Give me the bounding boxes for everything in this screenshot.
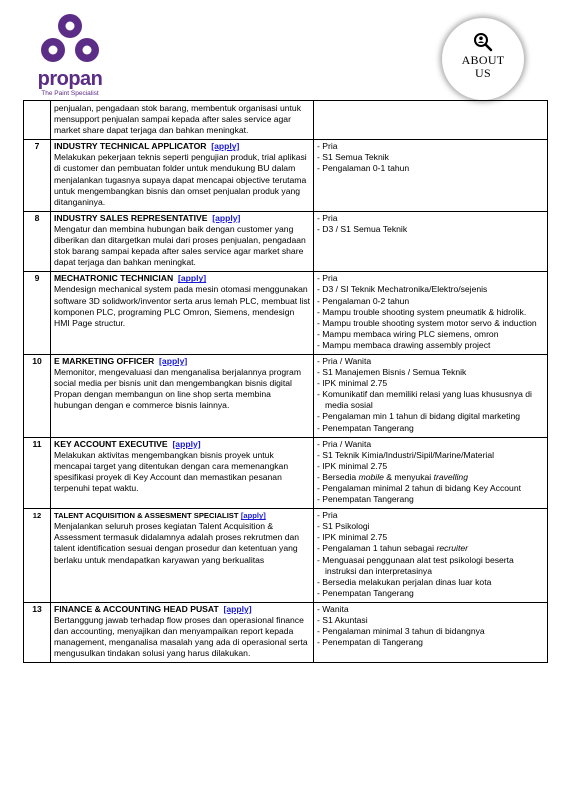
table-row [24, 140, 548, 212]
requirement-item: - D3 / SI Teknik Mechatronika/Elektro/sejenis [317, 284, 544, 295]
logo-tagline: The Paint Specialist [41, 90, 99, 97]
requirement-item: - Penempatan Tangerang [317, 588, 544, 599]
requirement-item: - IPK minimal 2.75 [317, 378, 544, 389]
job-description-text: Mendesign mechanical system pada mesin otomasi menggunakan software 3D solidwork/inventor serta arus lemah PLC, membuat list komponen PLC, programing PLC Omron, Siemens, mendesign HMI Page structur. [54, 284, 311, 328]
table-row [24, 602, 548, 662]
table-row [24, 101, 548, 140]
job-description-text: Menjalankan seluruh proses kegiatan Talent Acquisition & Assessment termasuk didalamnya adalah proses rekrutmen dan talent identification sesuai dengan prosedur dan ketentuan yang berlaku untuk mendapatkan karyawan yang berkualitas [54, 521, 300, 565]
requirement-item: - Pengalaman 0-2 tahun [317, 296, 544, 307]
requirement-item: - Pria / Wanita [317, 356, 544, 367]
job-table [23, 100, 548, 663]
job-requirements [314, 272, 548, 355]
requirement-item: - Bersedia mobile & menyukai travelling [317, 472, 544, 483]
job-number: 12 [24, 509, 51, 603]
job-description-text: Melakukan aktivitas mengembangkan bisnis proyek untuk mencapai target yang ditentukan dengan cara memenangkan spesifikasi proyek di Key Account dan memastikan pesanan terpenuhi tepat waktu. [54, 449, 289, 493]
apply-link[interactable]: [apply] [172, 438, 201, 449]
requirement-item: - Pria / Wanita [317, 439, 544, 450]
job-title: FINANCE & ACCOUNTING HEAD PUSAT [54, 603, 219, 614]
job-number: 8 [24, 211, 51, 271]
requirement-item: - S1 Psikologi [317, 521, 544, 532]
table-row [24, 211, 548, 271]
job-number [24, 101, 51, 140]
job-description [51, 602, 314, 662]
magnifier-person-icon [473, 32, 493, 52]
job-description [51, 272, 314, 355]
job-description [51, 211, 314, 271]
requirement-item: - Pria [317, 510, 544, 521]
requirement-item: - Mampu membaca wiring PLC siemens, omron [317, 329, 544, 340]
job-description-text: Bertanggung jawab terhadap flow proses dan operasional finance dan accounting, menyajikan dan menyampaikan report kepada management, menganalisa masalah yang ada di operasional serta mengusulkan tindakan solusi yang harus dilakukan. [54, 615, 308, 659]
table-row [24, 354, 548, 437]
requirement-item: - Komunikatif dan memiliki relasi yang luas khususnya di media sosial [317, 389, 544, 411]
job-requirements [314, 354, 548, 437]
requirement-item: - IPK minimal 2.75 [317, 461, 544, 472]
job-description [51, 437, 314, 509]
job-number: 7 [24, 140, 51, 212]
apply-link[interactable]: [apply] [159, 355, 188, 366]
about-us-label: ABOUT US [461, 53, 505, 80]
job-description-text: Melakukan pekerjaan teknis seperti pengujian produk, trial aplikasi di customer dan pembuatan folder untuk mendukung BU dalam menjalankan tugasnya supaya dapat mencapai objective terutama untuk mengembangkan bisnis dan omset penjualan produk yang ditanganinya. [54, 152, 307, 207]
requirement-item: - Pria [317, 273, 544, 284]
requirement-item: - Pengalaman 1 tahun sebagai recruiter [317, 543, 544, 554]
job-title: MECHATRONIC TECHNICIAN [54, 273, 174, 284]
apply-link[interactable]: [apply] [177, 273, 207, 284]
requirement-item: - Bersedia melakukan perjalan dinas luar kota [317, 577, 544, 588]
requirement-item: - S1 Teknik Kimia/Industri/Sipil/Marine/Material [317, 450, 544, 461]
logo-wordmark: propan [37, 68, 103, 90]
requirement-item: - Pengalaman minimal 2 tahun di bidang Key Account [317, 483, 544, 494]
job-title: TALENT ACQUISITION & ASSESMENT SPECIALIST [54, 511, 239, 521]
table-row [24, 437, 548, 509]
job-requirements [314, 140, 548, 212]
job-description [51, 354, 314, 437]
requirement-item: - IPK minimal 2.75 [317, 532, 544, 543]
job-requirements [314, 101, 548, 140]
job-number: 13 [24, 602, 51, 662]
table-row [24, 272, 548, 355]
requirement-item: - Wanita [317, 604, 544, 615]
job-description-text: penjualan, pengadaan stok barang, membentuk organisasi untuk mensupport penjualan sampai kepada after sales service agar market share dapat terjaga dan bahkan meningkat. [54, 103, 302, 136]
apply-link[interactable]: [apply] [223, 603, 252, 614]
requirement-item: - Mampu trouble shooting system motor servo & induction [317, 318, 544, 329]
job-title: INDUSTRY SALES REPRESENTATIVE [54, 212, 208, 223]
requirement-item: - Pengalaman 0-1 tahun [317, 163, 544, 174]
job-number: 11 [24, 437, 51, 509]
propan-logo-mark [30, 12, 110, 70]
requirement-item: - S1 Akuntasi [317, 615, 544, 626]
requirement-item: - S1 Manajemen Bisnis / Semua Teknik [317, 367, 544, 378]
requirement-item: - Pengalaman minimal 3 tahun di bidangnya [317, 626, 544, 637]
job-requirements [314, 437, 548, 509]
propan-logo [30, 12, 110, 100]
job-title: INDUSTRY TECHNICAL APPLICATOR [54, 141, 207, 152]
requirement-item: - Menguasai penggunaan alat test psikologi beserta instruksi dan interpretasinya [317, 555, 544, 577]
job-description-text: Mengatur dan membina hubungan baik dengan customer yang diberikan dan ditargetkan mulai dari proses penjualan, pengadaan stok barang sampai kepada after sales service agar market share dapat terjaga dan bahkan meningkat. [54, 223, 306, 268]
job-requirements [314, 211, 548, 271]
apply-link[interactable]: [apply] [212, 212, 241, 223]
job-number: 9 [24, 272, 51, 355]
requirement-item: - Penempatan di Tangerang [317, 637, 544, 648]
job-description-text: Memonitor, mengevaluasi dan menganalisa berjalannya program social media per bisnis unit dan mengembangkan bisnis digital Propan dengan membangun on line shop serta membina hubungan dengan e commerce bisnis lainnya. [54, 367, 301, 411]
job-description [51, 509, 314, 603]
requirement-item: - Mampu trouble shooting system pneumatik & hidrolik. [317, 307, 544, 318]
requirement-item: - Penempatan Tangerang [317, 494, 544, 505]
job-requirements [314, 509, 548, 603]
requirement-item: - Pengalaman min 1 tahun di bidang digital marketing [317, 411, 544, 422]
table-row [24, 509, 548, 603]
apply-link[interactable]: [apply] [211, 141, 240, 152]
requirement-item: - D3 / S1 Semua Teknik [317, 224, 544, 235]
job-description [51, 101, 314, 140]
job-title: KEY ACCOUNT EXECUTIVE [54, 438, 168, 449]
requirement-item: - Pria [317, 141, 544, 152]
requirement-item: - Pria [317, 213, 544, 224]
about-us-button[interactable] [442, 18, 524, 100]
requirement-item: - Penempatan Tangerang [317, 423, 544, 434]
job-title: E MARKETING OFFICER [54, 355, 155, 366]
job-description [51, 140, 314, 212]
apply-link[interactable]: [apply] [240, 511, 266, 521]
requirement-item: - S1 Semua Teknik [317, 152, 544, 163]
job-requirements [314, 602, 548, 662]
requirement-item: - Mampu membaca drawing assembly project [317, 340, 544, 351]
job-number: 10 [24, 354, 51, 437]
